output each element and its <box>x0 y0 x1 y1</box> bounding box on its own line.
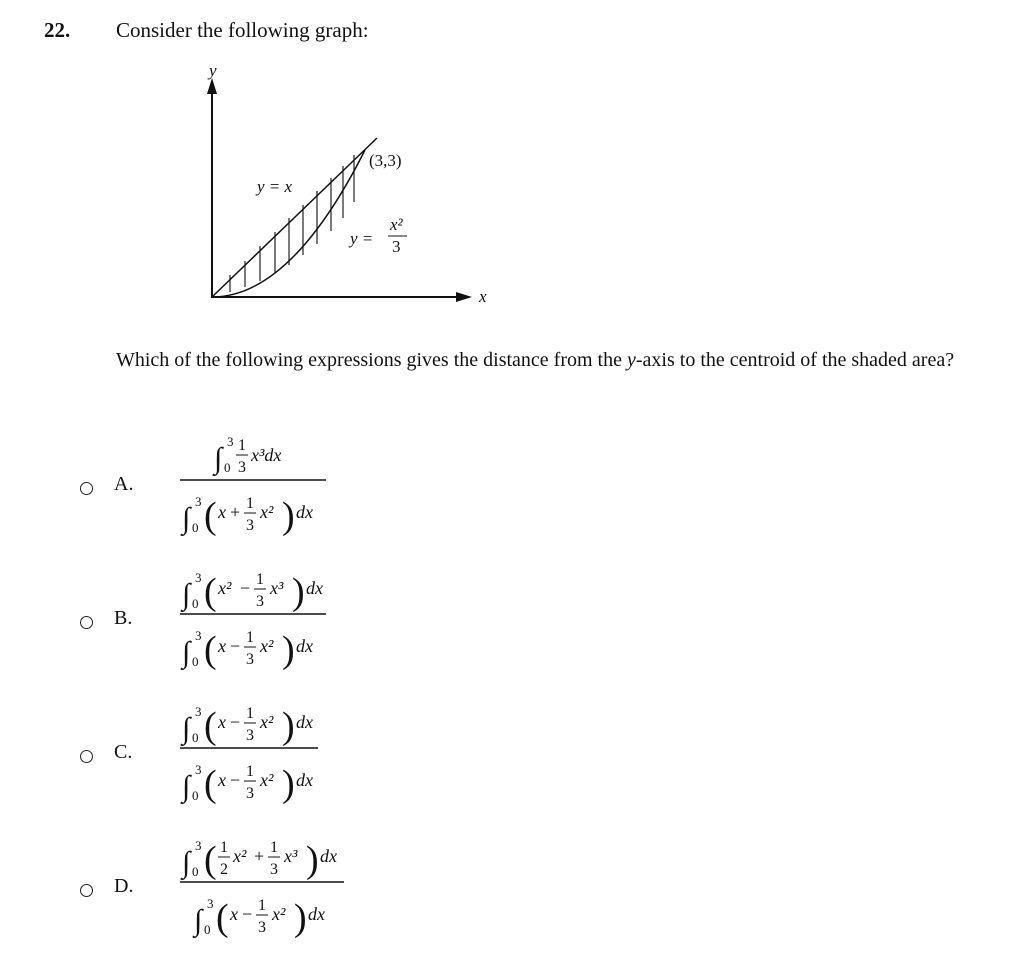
svg-text:∫: ∫ <box>194 904 203 937</box>
prompt-text-before: Which of the following expressions gives the distance from the <box>116 349 627 371</box>
choice-a[interactable] <box>78 432 478 552</box>
line-y-equals-x <box>212 138 377 297</box>
x-axis-label: x <box>479 287 487 306</box>
svg-text:dx: dx <box>320 846 337 866</box>
lower-limit: 0 <box>224 460 231 475</box>
svg-text:x²: x² <box>260 770 274 790</box>
svg-text:3: 3 <box>258 919 266 936</box>
svg-text:x: x <box>230 904 238 924</box>
svg-text:(: ( <box>216 897 229 939</box>
svg-text:dx: dx <box>308 904 325 924</box>
svg-text:dx: dx <box>296 636 313 656</box>
svg-text:3: 3 <box>195 838 202 853</box>
svg-text:2: 2 <box>220 861 228 878</box>
curve-label-numerator: x² <box>390 215 403 234</box>
svg-text:x: x <box>218 636 226 656</box>
dx: dx <box>296 502 313 522</box>
choice-c-letter: C. <box>114 741 133 763</box>
svg-text:1: 1 <box>256 571 264 588</box>
upper-limit: 3 <box>227 434 234 449</box>
point-label: (3,3) <box>369 151 402 170</box>
term2: x² <box>260 502 274 522</box>
choice-b-letter: B. <box>114 607 133 629</box>
svg-text:x²: x² <box>272 904 286 924</box>
svg-text:−: − <box>240 578 251 598</box>
svg-text:3: 3 <box>256 593 264 610</box>
open-paren: ( <box>204 495 217 537</box>
choice-c-radio[interactable] <box>80 750 93 763</box>
choice-b-radio[interactable] <box>80 616 93 629</box>
svg-text:(: ( <box>204 839 217 881</box>
svg-text:x²: x² <box>260 712 274 732</box>
y-axis-arrow <box>207 78 217 94</box>
svg-text:x: x <box>218 712 226 732</box>
svg-text:(: ( <box>204 629 217 671</box>
operator: + <box>230 502 241 522</box>
formula-d <box>178 834 468 954</box>
formula-c <box>178 700 448 820</box>
choice-a-letter: A. <box>114 473 134 495</box>
svg-text:(: ( <box>204 763 217 805</box>
svg-text:1: 1 <box>246 705 254 722</box>
svg-text:1: 1 <box>258 897 266 914</box>
svg-text:x²: x² <box>260 636 274 656</box>
svg-text:x³: x³ <box>284 846 298 866</box>
shaded-area-hatching <box>230 155 354 292</box>
coef-den: 3 <box>238 459 246 476</box>
choice-c[interactable] <box>78 700 478 820</box>
svg-text:dx: dx <box>306 578 323 598</box>
svg-text:0: 0 <box>204 922 211 937</box>
svg-text:0: 0 <box>192 730 199 745</box>
formula-b <box>178 566 448 686</box>
svg-text:∫: ∫ <box>182 770 191 803</box>
svg-text:0: 0 <box>192 596 199 611</box>
choice-d[interactable] <box>78 834 478 954</box>
svg-text:3: 3 <box>195 704 202 719</box>
choice-d-radio[interactable] <box>80 884 93 897</box>
integral-sign: ∫ <box>182 502 191 535</box>
svg-text:+: + <box>254 846 265 866</box>
svg-text:0: 0 <box>192 864 199 879</box>
question-prompt <box>116 348 996 372</box>
svg-text:dx: dx <box>296 770 313 790</box>
lower-limit: 0 <box>192 520 199 535</box>
svg-text:0: 0 <box>192 654 199 669</box>
y-axis-label: y <box>209 62 217 80</box>
svg-text:−: − <box>230 636 241 656</box>
prompt-variable: y <box>627 349 636 371</box>
coef-den: 3 <box>246 517 254 534</box>
coef-num: 1 <box>238 437 246 454</box>
svg-text:∫: ∫ <box>182 846 191 879</box>
svg-text:(: ( <box>204 571 217 613</box>
curve-label-lhs: y = <box>350 229 374 248</box>
svg-text:3: 3 <box>270 861 278 878</box>
svg-text:x³: x³ <box>270 578 284 598</box>
close-paren: ) <box>282 495 295 537</box>
svg-text:∫: ∫ <box>182 636 191 669</box>
svg-text:−: − <box>230 712 241 732</box>
svg-text:): ) <box>294 897 307 939</box>
svg-text:): ) <box>282 763 295 805</box>
svg-text:): ) <box>292 571 305 613</box>
svg-text:3: 3 <box>195 628 202 643</box>
svg-text:1: 1 <box>220 839 228 856</box>
svg-text:∫: ∫ <box>182 578 191 611</box>
prompt-text-after: -axis to the centroid of the shaded area? <box>635 349 955 371</box>
svg-text:0: 0 <box>192 788 199 803</box>
choice-d-letter: D. <box>114 875 134 897</box>
upper-limit: 3 <box>195 494 202 509</box>
svg-text:): ) <box>282 629 295 671</box>
svg-text:3: 3 <box>207 896 214 911</box>
svg-text:3: 3 <box>246 785 254 802</box>
svg-text:x²: x² <box>218 578 232 598</box>
svg-text:1: 1 <box>246 629 254 646</box>
question-text: Consider the following graph: <box>116 18 369 42</box>
svg-text:3: 3 <box>246 727 254 744</box>
region-graph <box>185 62 515 322</box>
choice-b[interactable] <box>78 566 478 686</box>
svg-text:x: x <box>218 770 226 790</box>
svg-text:3: 3 <box>195 570 202 585</box>
integral-sign: ∫ <box>214 442 223 475</box>
term1: x <box>218 502 226 522</box>
svg-text:1: 1 <box>246 763 254 780</box>
svg-text:∫: ∫ <box>182 712 191 745</box>
formula-a <box>178 432 448 552</box>
svg-text:x²: x² <box>233 846 247 866</box>
choice-a-radio[interactable] <box>80 482 93 495</box>
line-label: y = x <box>257 177 293 196</box>
x-axis-arrow <box>456 292 472 302</box>
svg-text:3: 3 <box>195 762 202 777</box>
curve-label-denominator: 3 <box>392 237 401 256</box>
svg-text:(: ( <box>204 705 217 747</box>
svg-text:): ) <box>306 839 319 881</box>
coef-num: 1 <box>246 495 254 512</box>
svg-text:3: 3 <box>246 651 254 668</box>
svg-text:dx: dx <box>296 712 313 732</box>
numerator-term: x³dx <box>251 445 282 465</box>
svg-text:−: − <box>230 770 241 790</box>
svg-text:1: 1 <box>270 839 278 856</box>
svg-text:−: − <box>242 904 253 924</box>
svg-text:): ) <box>282 705 295 747</box>
question-number: 22. <box>44 18 71 42</box>
